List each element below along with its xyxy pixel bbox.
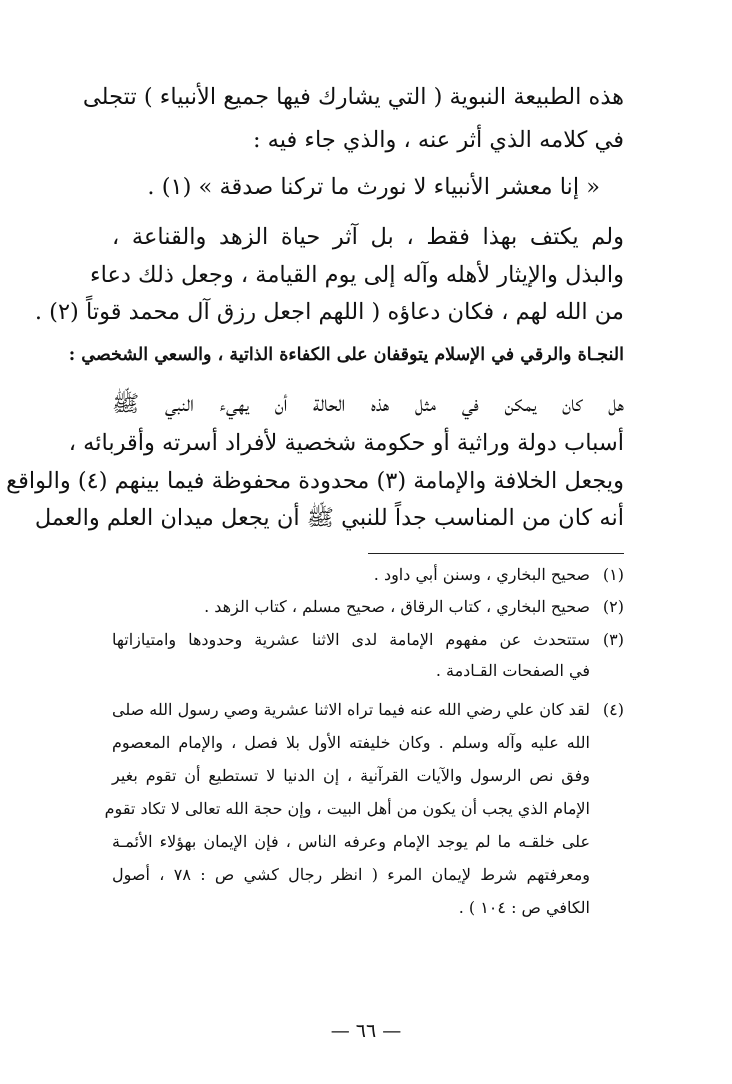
body-line: في كلامه الذي أثر عنه ، والذي جاء فيه :: [252, 127, 624, 153]
body-line: أنه كان من المناسب جداً للنبي ﷺ أن يجعل ميدان العلم والعمل: [34, 505, 624, 531]
body-line: ويجعل الخلافة والإمامة (٣) محدودة محفوظة فيما بينهم (٤) والواقع: [6, 468, 624, 494]
section-heading: النجـاة والرقي في الإسلام يتوقفان على الكفاءة الذاتية ، والسعي الشخصي :: [68, 345, 624, 365]
body-line: والبذل والإيثار لأهله وآله إلى يوم القيامة ، وجعل ذلك دعاء: [90, 262, 624, 288]
body-line: ولم يكتف بهذا فقط ، بل آثر حياة الزهد والقناعة ،: [112, 224, 624, 250]
footnote-number: (١): [602, 565, 624, 584]
hadith-quote: « إنا معشر الأنبياء لا نورث ما تركنا صدقة » (١) .: [147, 174, 600, 200]
page-number: — ٦٦ —: [330, 1020, 402, 1042]
body-line: أسباب دولة وراثية أو حكومة شخصية لأفراد أسرته وأقربائه ،: [68, 430, 624, 456]
body-line: هذه الطبيعة النبوية ( التي يشارك فيها جميع الأنبياء ) تتجلى: [82, 84, 624, 110]
body-line: من الله لهم ، فكان دعاؤه ( اللهم اجعل رزق آل محمد قوتاً (٢) .: [34, 299, 624, 325]
footnote-text: صحيح البخاري ، كتاب الرقاق ، صحيح مسلم ، كتاب الزهد .: [204, 597, 590, 616]
footnote-text: الكافي ص : ١٠٤ ) .: [458, 898, 590, 917]
footnote-text: ستتحدث عن مفهوم الإمامة لدى الاثنا عشرية وحدودها وامتيازاتها: [112, 630, 590, 649]
footnote-text: لقد كان علي رضي الله عنه فيما تراه الاثنا عشرية وصي رسول الله صلى: [112, 700, 590, 719]
footnote-text: الله عليه وآله وسلم . وكان خليفته الأول بلا فصل ، والإمام المعصوم: [112, 733, 590, 752]
footnote-number: (٣): [602, 630, 624, 649]
footnote-number: (٤): [602, 700, 624, 719]
footnote-number: (٢): [602, 597, 624, 616]
footnote-text: وفق نص الرسول والآيات القرآنية ، إن الدنيا لا تستطيع أن تقوم بغير: [112, 766, 590, 785]
body-line: هل كان يمكن في مثل هذه الحالة أن يهيء النبي ﷺ: [112, 391, 624, 417]
footnote-text: ومعرفتهم شرط لإيمان المرء ( انظر رجال كشي ص : ٧٨ ، أصول: [112, 865, 590, 884]
footnote-text: على خلقـه ما لم يوجد الإمام وعرفه الناس ، فإن الإيمان بهؤلاء الأئمـة: [112, 832, 590, 851]
footnote-separator: [368, 553, 624, 554]
footnote-text: صحيح البخاري ، وسنن أبي داود .: [373, 565, 590, 584]
footnote-text: في الصفحات القـادمة .: [435, 661, 590, 680]
footnote-text: الإمام الذي يجب أن يكون من أهل البيت ، وإن حجة الله تعالى لا تكاد تقوم: [104, 799, 590, 818]
